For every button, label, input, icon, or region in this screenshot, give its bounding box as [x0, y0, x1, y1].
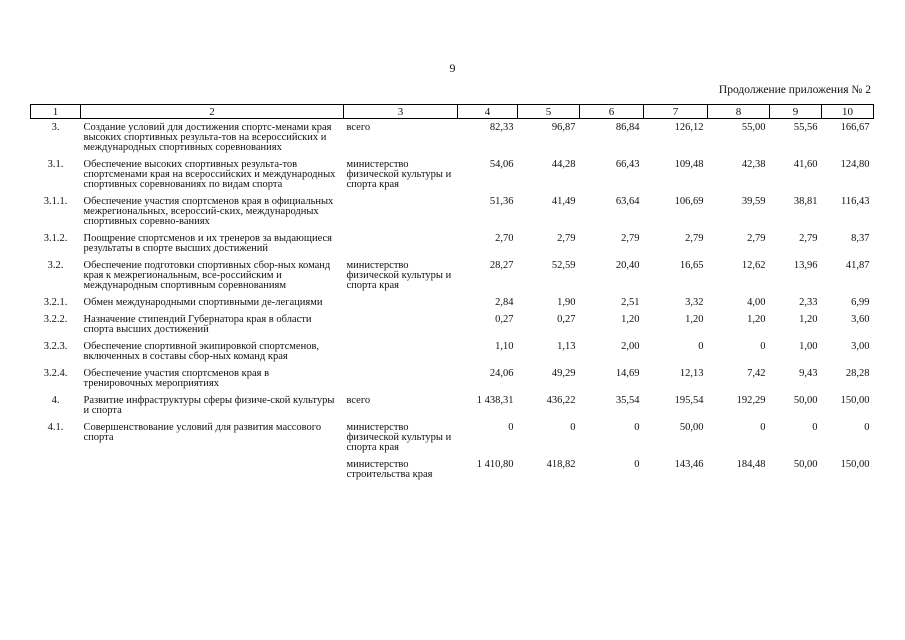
row-value-4: 0	[508, 422, 514, 433]
row-value-7: 3,32	[685, 297, 704, 308]
table-row	[31, 230, 874, 257]
row-name: Развитие инфраструктуры сферы физиче-ской культуры и спорта	[83, 395, 335, 416]
row-value-8: 55,00	[741, 122, 766, 133]
row-value-9: 1,20	[799, 314, 818, 325]
row-name: Обеспечение спортивной экипировкой спортсменов, включенных в составы сбор-ных команд края	[83, 341, 320, 362]
row-executor: всего	[346, 395, 371, 406]
table-row	[31, 456, 874, 483]
row-value-9: 2,33	[799, 297, 818, 308]
row-value-5: 96,87	[551, 122, 576, 133]
row-value-9: 41,60	[793, 159, 818, 170]
row-value-9: 55,56	[793, 122, 818, 133]
row-executor	[344, 230, 458, 257]
table-row	[31, 419, 874, 456]
row-value-4: 24,06	[489, 368, 514, 379]
row-value-7: 16,65	[679, 260, 704, 271]
row-value-10: 0	[864, 422, 870, 433]
row-executor	[344, 338, 458, 365]
row-name: Обмен международными спортивными де-легациями	[83, 297, 323, 308]
row-value-7: 126,12	[674, 122, 704, 133]
header-col-6: 6	[580, 105, 644, 119]
row-value-10: 28,28	[845, 368, 870, 379]
row-value-9: 9,43	[799, 368, 818, 379]
row-value-7: 1,20	[685, 314, 704, 325]
header-col-9: 9	[770, 105, 822, 119]
row-value-8: 7,42	[747, 368, 766, 379]
row-name: Обеспечение участия спортсменов края в официальных межрегиональных, всероссий-ских, международных спортивных соревно-ваниях	[83, 196, 334, 227]
row-number: 3.2.4.	[43, 368, 68, 379]
row-number: 3.2.2.	[43, 314, 68, 325]
row-value-6: 2,51	[621, 297, 640, 308]
header-row	[31, 105, 874, 119]
row-value-10: 150,00	[840, 395, 870, 406]
row-executor: министерство физической культуры и спорта края	[346, 422, 452, 453]
table-body	[31, 119, 874, 484]
row-value-5: 44,28	[551, 159, 576, 170]
table-row	[31, 119, 874, 157]
row-value-5: 0	[570, 422, 576, 433]
row-executor: министерство физической культуры и спорта края	[346, 260, 452, 291]
row-value-5: 0,27	[557, 314, 576, 325]
row-number: 3.1.1.	[43, 196, 68, 207]
budget-table	[30, 104, 874, 483]
row-value-4: 1 438,31	[476, 395, 514, 406]
row-value-8: 0	[760, 341, 766, 352]
row-value-8: 2,79	[747, 233, 766, 244]
row-number: 3.1.	[47, 159, 64, 170]
row-value-6: 1,20	[621, 314, 640, 325]
table-row	[31, 257, 874, 294]
header-col-8: 8	[708, 105, 770, 119]
row-value-7: 50,00	[679, 422, 704, 433]
row-name: Обеспечение подготовки спортивных сбор-ных команд края к межрегиональным, все-российским и международным спортивным соревнованиям	[83, 260, 331, 291]
row-value-4: 1,10	[495, 341, 514, 352]
row-executor: министерство строительства края	[346, 459, 433, 480]
row-value-8: 0	[760, 422, 766, 433]
row-value-8: 39,59	[741, 196, 766, 207]
row-number: 3.	[51, 122, 60, 133]
row-value-9: 38,81	[793, 196, 818, 207]
row-value-8: 12,62	[741, 260, 766, 271]
table-row	[31, 294, 874, 311]
row-value-6: 63,64	[615, 196, 640, 207]
row-number: 3.2.3.	[43, 341, 68, 352]
row-value-10: 150,00	[840, 459, 870, 470]
row-value-5: 1,90	[557, 297, 576, 308]
row-value-4: 2,70	[495, 233, 514, 244]
row-value-7: 195,54	[674, 395, 704, 406]
row-value-10: 6,99	[851, 297, 870, 308]
table-row	[31, 365, 874, 392]
row-value-4: 54,06	[489, 159, 514, 170]
row-number	[31, 456, 81, 483]
row-number: 3.2.1.	[43, 297, 68, 308]
row-value-7: 109,48	[674, 159, 704, 170]
row-value-9: 50,00	[793, 395, 818, 406]
row-value-10: 3,00	[851, 341, 870, 352]
row-name: Совершенствование условий для развития массового спорта	[83, 422, 322, 443]
row-executor	[344, 294, 458, 311]
row-value-9: 50,00	[793, 459, 818, 470]
row-value-9: 0	[812, 422, 818, 433]
row-name: Создание условий для достижения спортс-менами края высоких спортивных результа-тов на всероссийских и международных спортивных соревнованиях	[83, 122, 332, 153]
row-value-7: 106,69	[674, 196, 704, 207]
row-number: 3.1.2.	[43, 233, 68, 244]
row-executor: всего	[346, 122, 371, 133]
row-value-9: 1,00	[799, 341, 818, 352]
table-row	[31, 392, 874, 419]
page-number: 9	[449, 61, 456, 75]
row-value-6: 86,84	[615, 122, 640, 133]
row-value-5: 2,79	[557, 233, 576, 244]
row-value-8: 1,20	[747, 314, 766, 325]
row-executor	[344, 365, 458, 392]
row-value-5: 436,22	[546, 395, 576, 406]
row-value-5: 49,29	[551, 368, 576, 379]
row-value-5: 1,13	[557, 341, 576, 352]
row-name	[81, 456, 344, 483]
header-col-3: 3	[344, 105, 458, 119]
row-value-10: 166,67	[840, 122, 870, 133]
row-value-6: 0	[634, 422, 640, 433]
table-row	[31, 311, 874, 338]
row-value-5: 41,49	[551, 196, 576, 207]
header-col-7: 7	[644, 105, 708, 119]
row-value-6: 20,40	[615, 260, 640, 271]
row-value-10: 8,37	[851, 233, 870, 244]
row-value-4: 1 410,80	[476, 459, 514, 470]
header-col-5: 5	[518, 105, 580, 119]
row-value-7: 2,79	[685, 233, 704, 244]
row-value-5: 418,82	[546, 459, 576, 470]
row-value-6: 2,00	[621, 341, 640, 352]
row-name: Назначение стипендий Губернатора края в области спорта высших достижений	[83, 314, 312, 335]
table-row	[31, 193, 874, 230]
row-name: Обеспечение участия спортсменов края в тренировочных мероприятиях	[83, 368, 270, 389]
row-value-9: 13,96	[793, 260, 818, 271]
row-number: 4.	[51, 395, 60, 406]
row-value-8: 184,48	[736, 459, 766, 470]
row-value-8: 42,38	[741, 159, 766, 170]
row-value-10: 124,80	[840, 159, 870, 170]
row-name: Поощрение спортсменов и их тренеров за выдающиеся результаты в спорте высших достижений	[83, 233, 333, 254]
table-row	[31, 338, 874, 365]
row-value-6: 2,79	[621, 233, 640, 244]
row-value-10: 3,60	[851, 314, 870, 325]
row-value-4: 82,33	[489, 122, 514, 133]
row-value-7: 143,46	[674, 459, 704, 470]
row-value-4: 2,84	[495, 297, 514, 308]
row-value-9: 2,79	[799, 233, 818, 244]
continuation-label: Продолжение приложения № 2	[718, 84, 871, 96]
row-name: Обеспечение высоких спортивных результа-тов спортсменами края на всероссийских и международных спортивных соревнованиях по видам спорта	[83, 159, 336, 190]
row-value-7: 0	[698, 341, 704, 352]
row-executor	[344, 193, 458, 230]
row-value-4: 0,27	[495, 314, 514, 325]
row-value-6: 66,43	[615, 159, 640, 170]
header-col-10: 10	[822, 105, 874, 119]
row-value-4: 28,27	[489, 260, 514, 271]
row-value-4: 51,36	[489, 196, 514, 207]
row-value-5: 52,59	[551, 260, 576, 271]
row-value-6: 0	[634, 459, 640, 470]
row-value-10: 116,43	[841, 196, 870, 207]
row-value-10: 41,87	[845, 260, 870, 271]
row-value-8: 4,00	[747, 297, 766, 308]
row-number: 3.2.	[47, 260, 64, 271]
row-executor: министерство физической культуры и спорта края	[346, 159, 452, 190]
header-col-1: 1	[31, 105, 81, 119]
row-value-7: 12,13	[679, 368, 704, 379]
table-row	[31, 156, 874, 193]
row-value-6: 14,69	[615, 368, 640, 379]
header-col-4: 4	[458, 105, 518, 119]
row-value-6: 35,54	[615, 395, 640, 406]
row-executor	[344, 311, 458, 338]
row-number: 4.1.	[47, 422, 64, 433]
row-value-8: 192,29	[736, 395, 766, 406]
header-col-2: 2	[81, 105, 344, 119]
